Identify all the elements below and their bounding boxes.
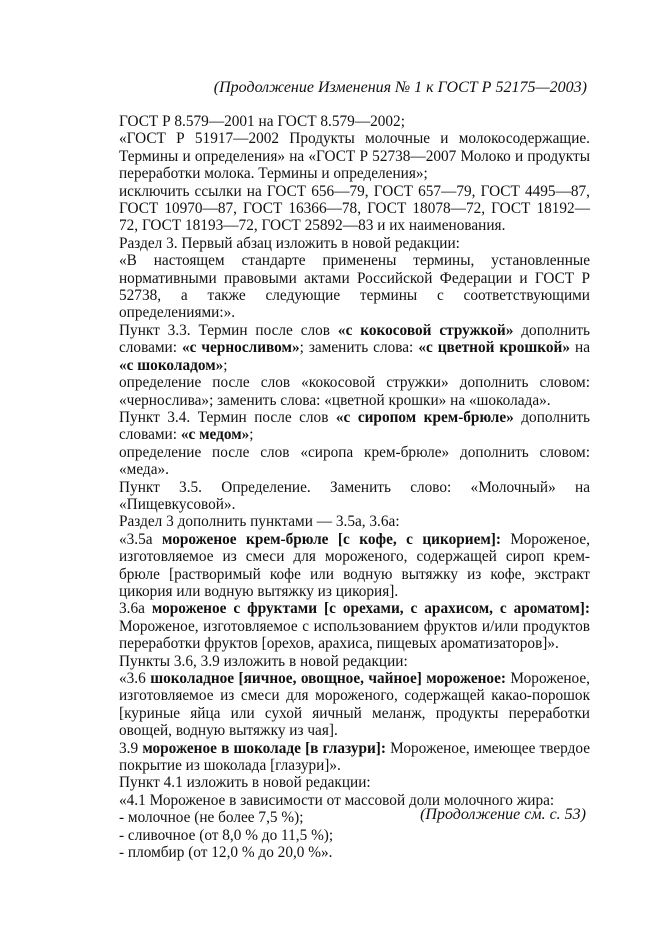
- continuation-header: (Продолжение Изменения № 1 к ГОСТ Р 52175—2003): [213, 79, 587, 96]
- paragraph-10: Пункт 3.5. Определение. Заменить слово: «Молочный» на «Пищевкусовой».: [119, 478, 590, 513]
- paragraph-14: Пункты 3.6, 3.9 изложить в новой редакции:: [119, 652, 408, 670]
- paragraph-13: 3.6а мороженое с фруктами [с орехами, с арахисом, с ароматом]: Мороженое, изготовляемое с использованием фруктов и/или продуктов переработки фруктов [орехов, арахиса, пищевых ароматизаторов]».: [119, 600, 590, 653]
- paragraph-9: определение после слов «сиропа крем-брюле» дополнить словом: «меда».: [119, 443, 590, 479]
- list-item-3: - пломбир (от 12,0 % до 20,0 %».: [119, 844, 333, 862]
- paragraph-15: «3.6 шоколадное [яичное, овощное, чайное] мороженое: Мороженое, изготовляемое из смеси для мороженого, содержащей какао-порошок [куриные яйца или сухой яичный меланж, продукты переработки овощей, водную вытяжку из чая].: [119, 670, 591, 740]
- paragraph-17: Пункт 4.1 изложить в новой редакции:: [119, 774, 371, 792]
- paragraph-5: «В настоящем стандарте применены термины, установленные нормативными правовыми актами Российской Федерации и ГОСТ Р 52738, а также следующие термины с соответствующими определениями:».: [119, 252, 590, 322]
- paragraph-18: «4.1 Мороженое в зависимости от массовой доли молочного жира:: [119, 791, 555, 809]
- list-item-2: - сливочное (от 8,0 % до 11,5 %);: [119, 826, 334, 844]
- continuation-footer: (Продолжение см. с. 53): [420, 806, 586, 823]
- paragraph-7: определение после слов «кокосовой стружки» дополнить словом: «чернослива»; заменить слова: «цветной крошки» на «шоколада».: [119, 374, 590, 409]
- paragraph-4: Раздел 3. Первый абзац изложить в новой редакции:: [119, 234, 460, 252]
- paragraph-2: «ГОСТ Р 51917—2002 Продукты молочные и молокосодержащие. Термины и определения» на «ГОСТ Р 52738—2007 Молоко и продукты переработки молока. Термины и определения»;: [119, 130, 590, 183]
- paragraph-3: исключить ссылки на ГОСТ 656—79, ГОСТ 657—79, ГОСТ 4495—87, ГОСТ 10970—87, ГОСТ 16366—78, ГОСТ 18078—72, ГОСТ 18192—72, ГОСТ 18193—72, ГОСТ 25892—83 и их наименования.: [119, 182, 590, 235]
- paragraph-8: Пункт 3.4. Термин после слов «с сиропом крем-брюле» дополнить словами: «с медом»;: [119, 408, 590, 444]
- paragraph-1: ГОСТ Р 8.579—2001 на ГОСТ 8.579—2002;: [119, 113, 405, 130]
- paragraph-6: Пункт 3.3. Термин после слов «с кокосовой стружкой» дополнить словами: «с черносливом»; заменить слова: «с цветной крошкой» на «с шоколадом»;: [119, 321, 591, 374]
- paragraph-12: «3.5а мороженое крем-брюле [с кофе, с цикорием]: Мороженое, изготовляемое из смеси для мороженого, содержащей сироп крем-брюле [растворимый кофе или водную вытяжку из кофе, экстракт цикория или водную вытяжку из цикория].: [119, 530, 591, 600]
- document-body: [119, 113, 590, 861]
- paragraph-11: Раздел 3 дополнить пунктами — 3.5а, 3.6а:: [119, 513, 400, 531]
- list-item-1: - молочное (не более 7,5 %);: [119, 809, 304, 827]
- paragraph-16: 3.9 мороженое в шоколаде [в глазури]: Мороженое, имеющее твердое покрытие из шоколада [глазури]».: [119, 739, 591, 775]
